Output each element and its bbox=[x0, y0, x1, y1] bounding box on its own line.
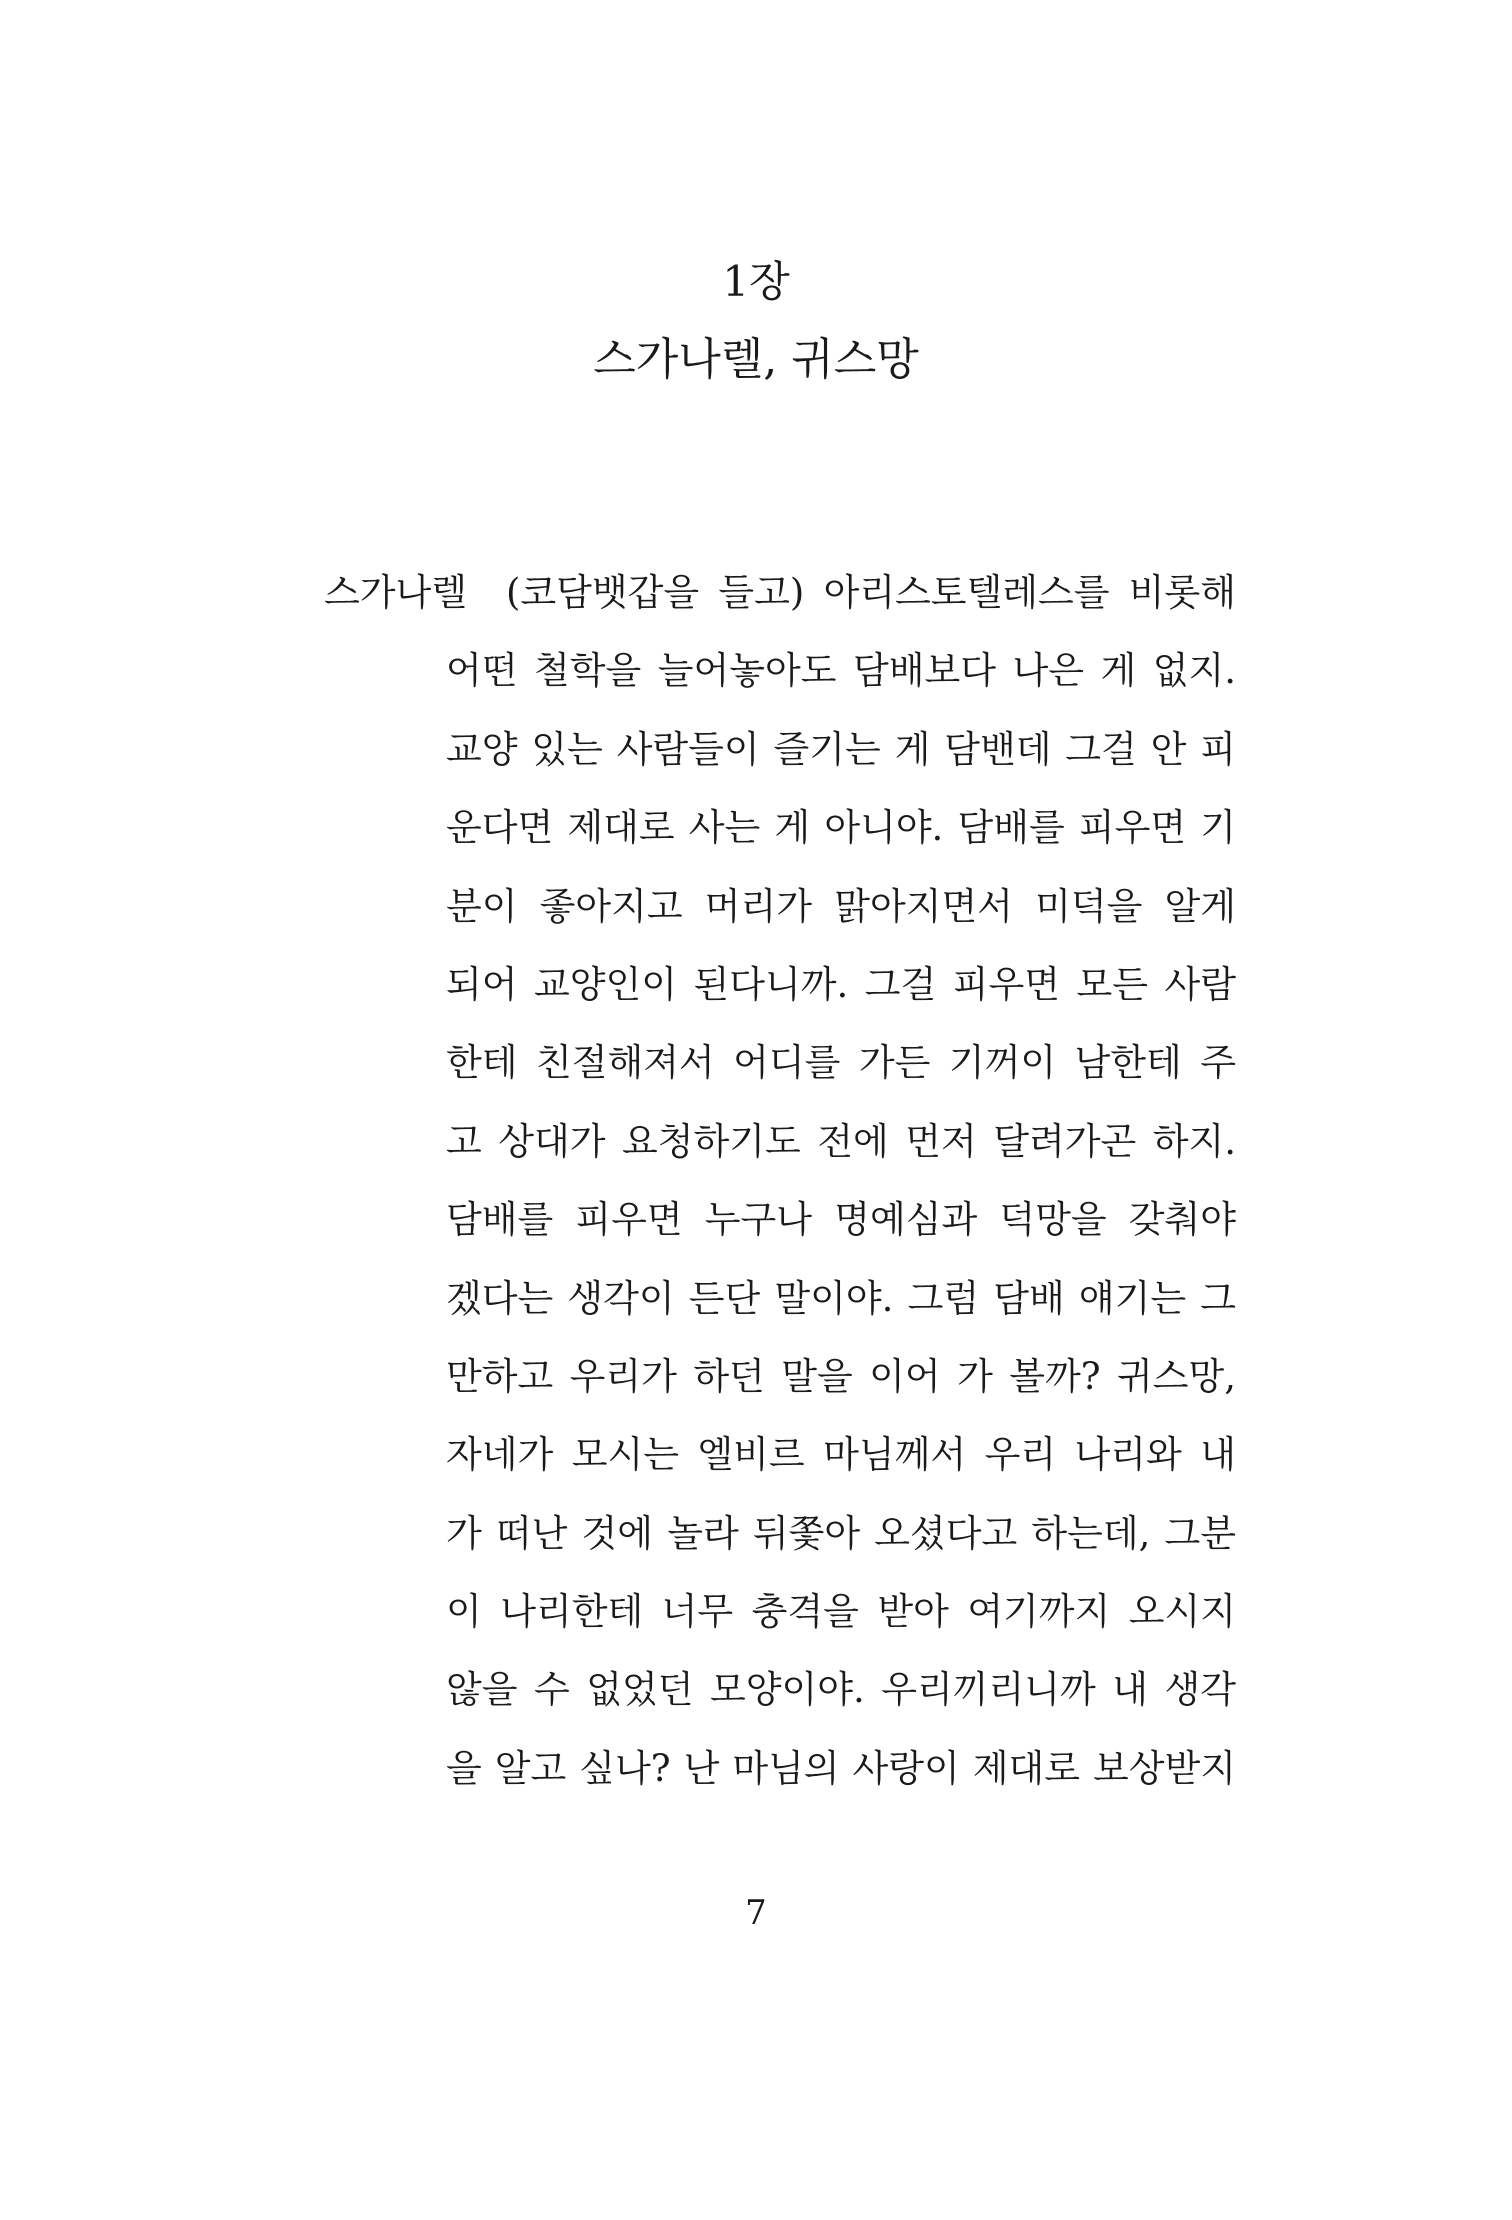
dialogue-line: 만하고 우리가 하던 말을 이어 가 볼까? 귀스망, bbox=[446, 1354, 1236, 1398]
chapter-title: 스가나렐, 귀스망 bbox=[593, 334, 919, 385]
page-number: 7 bbox=[745, 1893, 767, 1933]
dialogue-line: 운다면 제대로 사는 게 아니야. 담배를 피우면 기 bbox=[446, 806, 1236, 850]
dialogue-line: 교양 있는 사람들이 즐기는 게 담밴데 그걸 안 피 bbox=[446, 727, 1236, 771]
dialogue-line: 어떤 철학을 늘어놓아도 담배보다 나은 게 없지. bbox=[446, 649, 1236, 693]
speaker-name: 스가나렐 bbox=[324, 571, 467, 614]
dialogue-line: 자네가 모시는 엘비르 마님께서 우리 나리와 내 bbox=[446, 1433, 1236, 1477]
dialogue-line: 이 나리한테 너무 충격을 받아 여기까지 오시지 bbox=[446, 1590, 1236, 1634]
dialogue-line: 고 상대가 요청하기도 전에 먼저 달려가곤 하지. bbox=[446, 1119, 1236, 1163]
dialogue-line: 담배를 피우면 누구나 명예심과 덕망을 갖춰야 bbox=[446, 1198, 1236, 1242]
dialogue-line: (코담뱃갑을 들고) 아리스토텔레스를 비롯해 bbox=[506, 571, 1236, 614]
dialogue-line: 가 떠난 것에 놀라 뒤쫓아 오셨다고 하는데, 그분 bbox=[446, 1511, 1236, 1555]
dialogue-line: 분이 좋아지고 머리가 맑아지면서 미덕을 알게 bbox=[446, 884, 1236, 928]
dialogue-body bbox=[446, 563, 1236, 1817]
dialogue-line: 않을 수 없었던 모양이야. 우리끼리니까 내 생각 bbox=[446, 1668, 1236, 1712]
dialogue-line: 겠다는 생각이 든단 말이야. 그럼 담배 얘기는 그 bbox=[446, 1276, 1236, 1320]
chapter-number: 1장 bbox=[722, 257, 790, 306]
dialogue-line: 을 알고 싶나? 난 마님의 사랑이 제대로 보상받지 bbox=[446, 1746, 1236, 1790]
dialogue-line: 한테 친절해져서 어디를 가든 기꺼이 남한테 주 bbox=[446, 1041, 1236, 1085]
dialogue-line: 되어 교양인이 된다니까. 그걸 피우면 모든 사람 bbox=[446, 962, 1236, 1006]
